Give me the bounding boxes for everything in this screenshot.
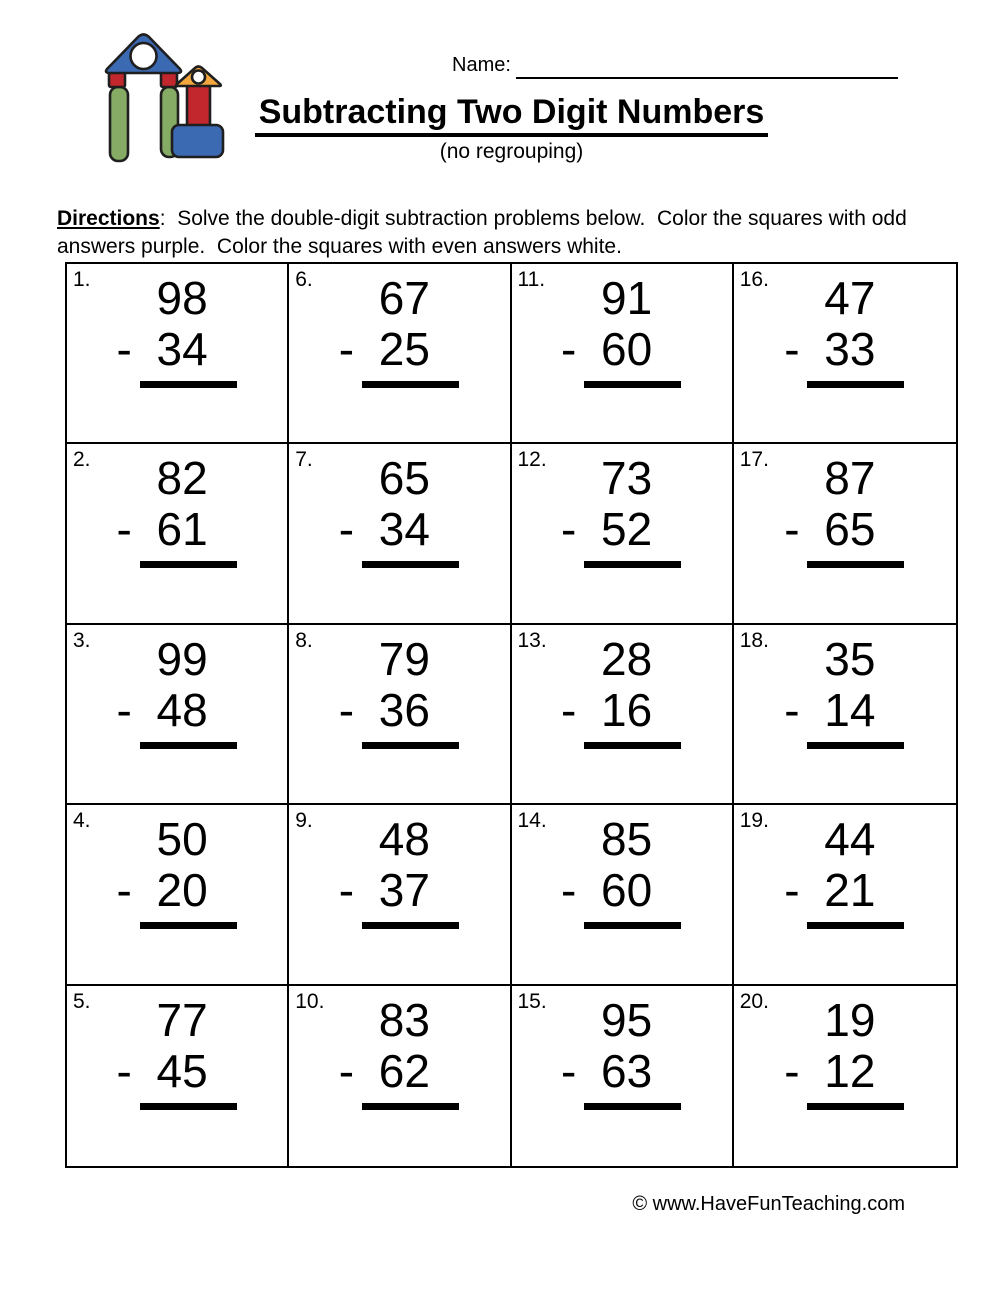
subtrahend: 34	[156, 323, 208, 375]
minus-sign: -	[116, 1044, 132, 1097]
subtraction-problem	[116, 444, 231, 568]
problem-cell	[289, 625, 511, 805]
answer-blank-line[interactable]	[140, 381, 237, 388]
name-blank-line[interactable]	[516, 47, 898, 79]
minuend: 87	[824, 452, 876, 505]
minuend: 48	[378, 813, 430, 866]
problem-number: 16.	[739, 268, 769, 291]
minuend: 50	[156, 813, 208, 866]
subtrahend: 33	[824, 323, 876, 375]
answer-blank-line[interactable]	[584, 561, 681, 568]
subtrahend: 60	[601, 864, 653, 917]
subtraction-problem	[116, 805, 231, 929]
minus-sign: -	[784, 864, 800, 917]
answer-blank-line[interactable]	[584, 742, 681, 749]
subtrahend: 52	[601, 503, 653, 556]
directions-label: Directions	[57, 207, 160, 230]
minus-sign: -	[338, 683, 355, 736]
subtraction-problem	[116, 986, 231, 1110]
minuend: 85	[601, 813, 653, 866]
minuend: 47	[824, 272, 876, 324]
problem-number: 8.	[295, 628, 313, 652]
subtraction-problem	[561, 986, 675, 1110]
problem-cell	[67, 625, 289, 805]
answer-blank-line[interactable]	[140, 561, 237, 568]
subtrahend: 25	[378, 323, 430, 375]
copyright-text: © www.HaveFunTeaching.com	[632, 1193, 905, 1215]
subtraction-problem	[784, 986, 898, 1110]
problem-cell	[734, 444, 956, 624]
subtrahend: 63	[601, 1044, 653, 1097]
minuend: 73	[601, 452, 653, 505]
directions-text	[57, 205, 912, 261]
answer-blank-line[interactable]	[362, 1103, 459, 1110]
directions-body: : Solve the double-digit subtraction problems below. Color the squares with odd answers purple. Color the squares with even answers white.	[57, 207, 913, 258]
answer-blank-line[interactable]	[807, 381, 904, 388]
subtrahend: 36	[378, 683, 430, 736]
problem-cell	[67, 444, 289, 624]
subtrahend: 16	[601, 683, 653, 736]
page-subtitle: (no regrouping)	[439, 140, 584, 163]
problem-cell	[67, 986, 289, 1166]
problem-number: 13.	[517, 628, 547, 652]
problem-number: 7.	[295, 448, 313, 472]
subtrahend: 12	[824, 1044, 876, 1097]
problem-number: 20.	[739, 989, 769, 1013]
answer-blank-line[interactable]	[807, 922, 904, 929]
subtraction-problem	[561, 805, 675, 929]
problem-number: 4.	[73, 809, 91, 833]
minuend: 99	[156, 632, 208, 685]
subtraction-problem	[784, 625, 898, 749]
answer-blank-line[interactable]	[807, 561, 904, 568]
minus-sign: -	[561, 864, 577, 917]
problem-number: 6.	[295, 268, 313, 291]
logo-blue-roof-hole	[131, 43, 157, 69]
problem-cell	[734, 625, 956, 805]
minus-sign: -	[561, 323, 577, 375]
subtrahend: 60	[601, 323, 653, 375]
subtraction-problem	[338, 264, 453, 388]
problem-cell	[512, 805, 734, 985]
answer-blank-line[interactable]	[584, 922, 681, 929]
problem-cell	[734, 805, 956, 985]
problem-cell	[289, 805, 511, 985]
subtraction-problem	[338, 805, 453, 929]
subtraction-problem	[116, 625, 231, 749]
minus-sign: -	[116, 683, 132, 736]
problem-cell	[512, 444, 734, 624]
problem-number: 15.	[517, 989, 547, 1013]
subtraction-problem	[784, 264, 898, 388]
problem-number: 14.	[517, 809, 547, 833]
answer-blank-line[interactable]	[807, 742, 904, 749]
answer-blank-line[interactable]	[362, 561, 459, 568]
answer-blank-line[interactable]	[584, 1103, 681, 1110]
subtrahend: 65	[824, 503, 876, 556]
problem-number: 9.	[295, 809, 313, 833]
minuend: 65	[378, 452, 430, 505]
logo-orange-roof-hole	[192, 71, 205, 84]
minus-sign: -	[561, 1044, 577, 1097]
minuend: 28	[601, 632, 653, 685]
subtrahend: 45	[156, 1044, 208, 1097]
subtrahend: 48	[156, 683, 208, 736]
minuend: 67	[378, 272, 430, 324]
problem-cell	[289, 264, 511, 444]
problem-cell	[512, 264, 734, 444]
problem-cell	[67, 264, 289, 444]
minuend: 82	[156, 452, 208, 505]
problem-cell	[512, 625, 734, 805]
subtraction-problem	[116, 264, 231, 388]
subtrahend: 34	[378, 503, 430, 556]
problem-number: 11.	[517, 268, 546, 291]
subtraction-problem	[561, 444, 675, 568]
minuend: 95	[601, 993, 653, 1046]
subtrahend: 62	[378, 1044, 430, 1097]
minus-sign: -	[784, 323, 800, 375]
minus-sign: -	[116, 503, 132, 556]
problem-cell	[289, 444, 511, 624]
problem-number: 10.	[295, 989, 325, 1013]
minus-sign: -	[784, 683, 800, 736]
answer-blank-line[interactable]	[584, 381, 681, 388]
minuend: 98	[156, 272, 208, 324]
subtrahend: 20	[156, 864, 208, 917]
problems-grid	[65, 262, 958, 1168]
problem-number: 17.	[739, 448, 769, 472]
problem-number: 18.	[739, 628, 769, 652]
subtraction-problem	[338, 444, 453, 568]
subtraction-problem	[561, 264, 675, 388]
problem-cell	[289, 986, 511, 1166]
problem-number: 3.	[73, 628, 91, 652]
problem-cell	[734, 264, 956, 444]
answer-blank-line[interactable]	[140, 1103, 237, 1110]
problem-number: 2.	[73, 448, 91, 472]
problem-cell	[512, 986, 734, 1166]
minus-sign: -	[338, 864, 355, 917]
answer-blank-line[interactable]	[140, 922, 237, 929]
problem-number: 12.	[517, 448, 547, 472]
minus-sign: -	[338, 1044, 355, 1097]
subtrahend: 14	[824, 683, 876, 736]
subtrahend: 37	[378, 864, 430, 917]
answer-blank-line[interactable]	[362, 381, 459, 388]
subtraction-problem	[338, 986, 453, 1110]
problem-number: 5.	[73, 989, 91, 1013]
minuend: 79	[378, 632, 430, 685]
subtraction-problem	[561, 625, 675, 749]
subtrahend: 21	[824, 864, 876, 917]
minuend: 19	[824, 993, 876, 1046]
minus-sign: -	[561, 503, 577, 556]
minus-sign: -	[116, 323, 132, 375]
answer-blank-line[interactable]	[140, 742, 237, 749]
minus-sign: -	[561, 683, 577, 736]
subtrahend: 61	[156, 503, 208, 556]
answer-blank-line[interactable]	[362, 922, 459, 929]
minus-sign: -	[784, 1044, 800, 1097]
subtraction-problem	[784, 805, 898, 929]
minuend: 91	[601, 272, 653, 324]
page-title: Subtracting Two Digit Numbers	[255, 92, 769, 137]
subtraction-problem	[338, 625, 453, 749]
problem-number: 19.	[739, 809, 769, 833]
answer-blank-line[interactable]	[362, 742, 459, 749]
minus-sign: -	[338, 503, 355, 556]
minus-sign: -	[338, 323, 355, 375]
name-label: Name:	[452, 54, 511, 76]
minus-sign: -	[116, 864, 132, 917]
minuend: 83	[378, 993, 430, 1046]
minuend: 44	[824, 813, 876, 866]
problem-cell	[67, 805, 289, 985]
problem-number: 1.	[73, 268, 91, 291]
minuend: 77	[156, 993, 208, 1046]
answer-blank-line[interactable]	[807, 1103, 904, 1110]
minus-sign: -	[784, 503, 800, 556]
subtraction-problem	[784, 444, 898, 568]
problem-cell	[734, 986, 956, 1166]
minuend: 35	[824, 632, 876, 685]
